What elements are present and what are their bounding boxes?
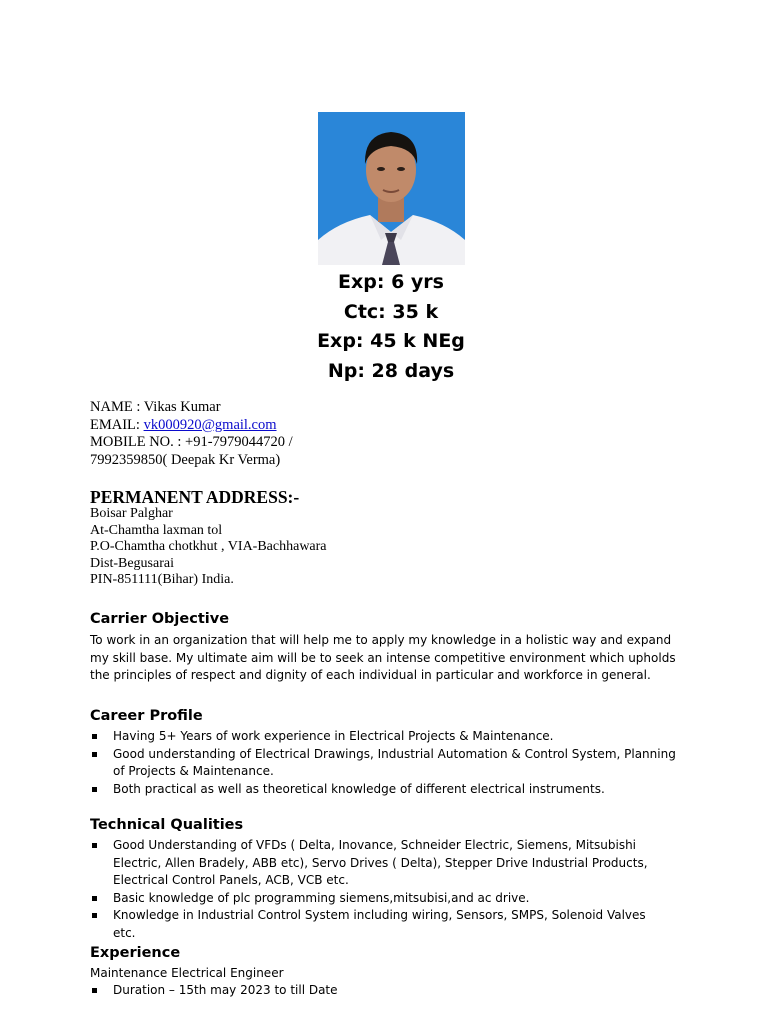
technical-qualities-list (90, 837, 670, 942)
experience-list (90, 982, 680, 1000)
address-line: Boisar Palghar (90, 506, 173, 521)
email-link[interactable]: vk000920@gmail.com (143, 416, 277, 433)
expected-ctc: Exp: 45 k NEg (317, 330, 465, 352)
career-profile-heading: Career Profile (90, 708, 203, 724)
current-ctc: Ctc: 35 k (343, 300, 439, 323)
email-line (90, 417, 293, 435)
permanent-address (90, 506, 327, 589)
address-line: PIN-851111(Bihar) India. (90, 572, 234, 588)
address-line: At-Chamtha laxman tol (90, 522, 223, 538)
list-item: Basic knowledge of plc programming siemens,mitsubisi,and ac drive. (90, 890, 670, 908)
notice-period: Np: 28 days (327, 359, 455, 382)
technical-qualities-heading: Technical Qualities (90, 817, 244, 833)
list-item: Knowledge in Industrial Control System including wiring, Sensors, SMPS, Solenoid Valves etc. (90, 907, 670, 942)
job-summary (0, 268, 768, 386)
career-profile-list (90, 728, 680, 798)
profile-photo (318, 112, 465, 265)
mobile-line-alt: 7992359850( Deepak Kr Verma) (90, 451, 281, 468)
person-portrait-image (318, 112, 465, 265)
carrier-objective-text: To work in an organization that will help me to apply my knowledge in a holistic way and expand my skill base. My ultimate aim will be to seek an intense competitive environment which upholds the principles of respect and dignity of each individual in particular and workforce in general. (90, 633, 676, 682)
experience-years: Exp: 6 yrs (338, 271, 444, 293)
list-item: Good understanding of Electrical Drawings, Industrial Automation & Control System, Planning of Projects & Maintenance. (90, 746, 680, 781)
email-label: EMAIL: (90, 416, 144, 433)
experience-role: Maintenance Electrical Engineer (90, 966, 284, 980)
address-line: Dist-Begusarai (90, 555, 174, 571)
list-item: Both practical as well as theoretical knowledge of different electrical instruments. (90, 781, 680, 799)
carrier-objective-heading: Carrier Objective (90, 611, 230, 627)
list-item: Good Understanding of VFDs ( Delta, Inovance, Schneider Electric, Siemens, Mitsubishi Electric, Allen Bradely, ABB etc), Servo Drives ( Delta), Stepper Drive Industrial Products, Electrical Control Panels, ACB, VCB etc. (90, 837, 670, 890)
list-item: Duration – 15th may 2023 to till Date (90, 982, 680, 1000)
list-item: Having 5+ Years of work experience in Electrical Projects & Maintenance. (90, 728, 680, 746)
contact-details (90, 399, 293, 469)
mobile-line: MOBILE NO. : +91-7979044720 / (90, 434, 293, 450)
address-line: P.O-Chamtha chotkhut , VIA-Bachhawara (90, 539, 327, 555)
name-line: NAME : Vikas Kumar (90, 399, 221, 415)
experience-heading: Experience (90, 945, 181, 961)
permanent-address-heading: PERMANENT ADDRESS:- (90, 487, 300, 507)
